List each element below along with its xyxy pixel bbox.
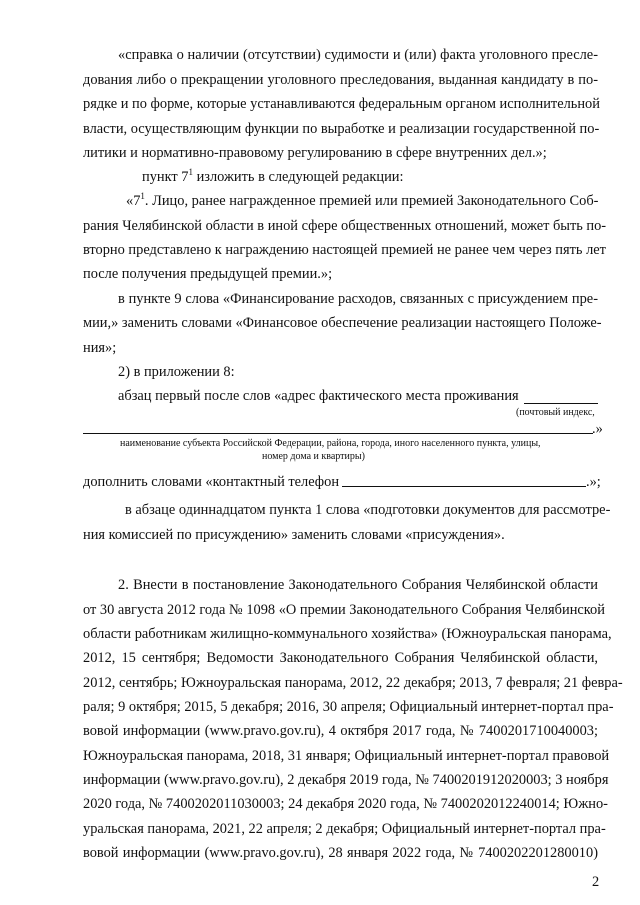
text-line: вовой информации (www.pravo.gov.ru), 28 января 2022 года, № 7400202201280010) [83,845,598,861]
text-line [142,167,403,188]
text-line: абзац первый после слов «адрес фактического места проживания [118,388,519,404]
text-line: 2) в приложении 8: [118,364,235,380]
text-line: ния»; [83,340,117,356]
text-line: дополнить словами «контактный телефон [83,474,340,490]
blank-line [83,433,593,434]
text-line: 2012, 15 сентября; Ведомости Законодательного Собрания Челябинской области, [83,650,598,666]
text-line: уральская панорама, 2021, 22 апреля; 2 декабря; Официальный интернет-портал пра- [83,821,606,837]
text-line: рания Челябинской области в иной сфере общественных отношений, может быть по- [83,218,607,234]
text-line: мии,» заменить словами «Финансовое обеспечение реализации настоящего Положе- [83,315,602,331]
text-line: информации (www.pravo.gov.ru), 2 декабря 2019 года, № 7400201912020003; 3 ноября [83,772,609,788]
text-line: в пункте 9 слова «Финансирование расходов, связанных с присуждением пре- [118,291,598,307]
text-line: рядке и по форме, которые устанавливаются федеральным органом исполнительной [83,96,600,112]
field-caption: наименование субъекта Российской Федерации, района, города, иного населенного пункта, улицы, [120,438,541,449]
text-line: вовой информации (www.pravo.gov.ru), 4 октября 2017 года, № 7400201710040003; [83,723,598,739]
text-span: . Лицо, ранее награжденное премией или премией Законодательного Соб- [144,193,599,209]
field-caption: (почтовый индекс, [516,407,595,418]
text-line: после получения предыдущей премии.»; [83,266,333,282]
text-line: 2020 года, № 7400202011030003; 24 декабря 2020 года, № 7400202012240014; Южно- [83,796,608,812]
text-span: пункт 7 [142,169,189,185]
text-line: «справка о наличии (отсутствии) судимости и (или) факта уголовного пресле- [118,47,598,63]
text-line: Южноуральская панорама, 2018, 31 января; Официальный интернет-портал правовой [83,748,610,764]
text-line: от 30 августа 2012 года № 1098 «О премии Законодательного Собрания Челябинской [83,602,605,618]
text-line: власти, осуществляющим функции по выработке и реализации государственной по- [83,121,600,137]
text-span: «7 [126,193,141,209]
text-line: области работникам жилищно-коммунального хозяйства» (Южноуральская панорама, [83,626,612,642]
text-line: .»; [586,474,601,490]
text-line: вторно представлено к награждению настоящей премией не ранее чем через пять лет [83,242,606,258]
text-line: литики и нормативно-правовому регулированию в сфере внутренних дел.»; [83,145,547,161]
text-line: 2012, сентябрь; Южноуральская панорама, 2012, 22 декабря; 2013, 7 февраля; 21 февра- [83,675,623,691]
blank-line [524,403,598,404]
text-line: в абзаце одиннадцатом пункта 1 слова «подготовки документов для рассмотре- [125,502,611,518]
text-line: ния комиссией по присуждению» заменить словами «присуждения». [83,527,505,543]
superscript: 1 [188,167,193,177]
page-number: 2 [592,874,600,890]
text-line: 2. Внести в постановление Законодательного Собрания Челябинской области [118,577,598,593]
text-line: дования либо о прекращении уголовного преследования, выданная кандидату в по- [83,72,598,88]
text-line: раля; 9 октября; 2015, 5 декабря; 2016, 30 апреля; Официальный интернет-портал пра- [83,699,614,715]
text-line: .» [592,421,603,437]
blank-line [342,486,586,487]
text-line [126,191,598,212]
field-caption: номер дома и квартиры) [262,451,365,462]
text-span: изложить в следующей редакции: [192,169,404,185]
superscript: 1 [140,191,145,201]
